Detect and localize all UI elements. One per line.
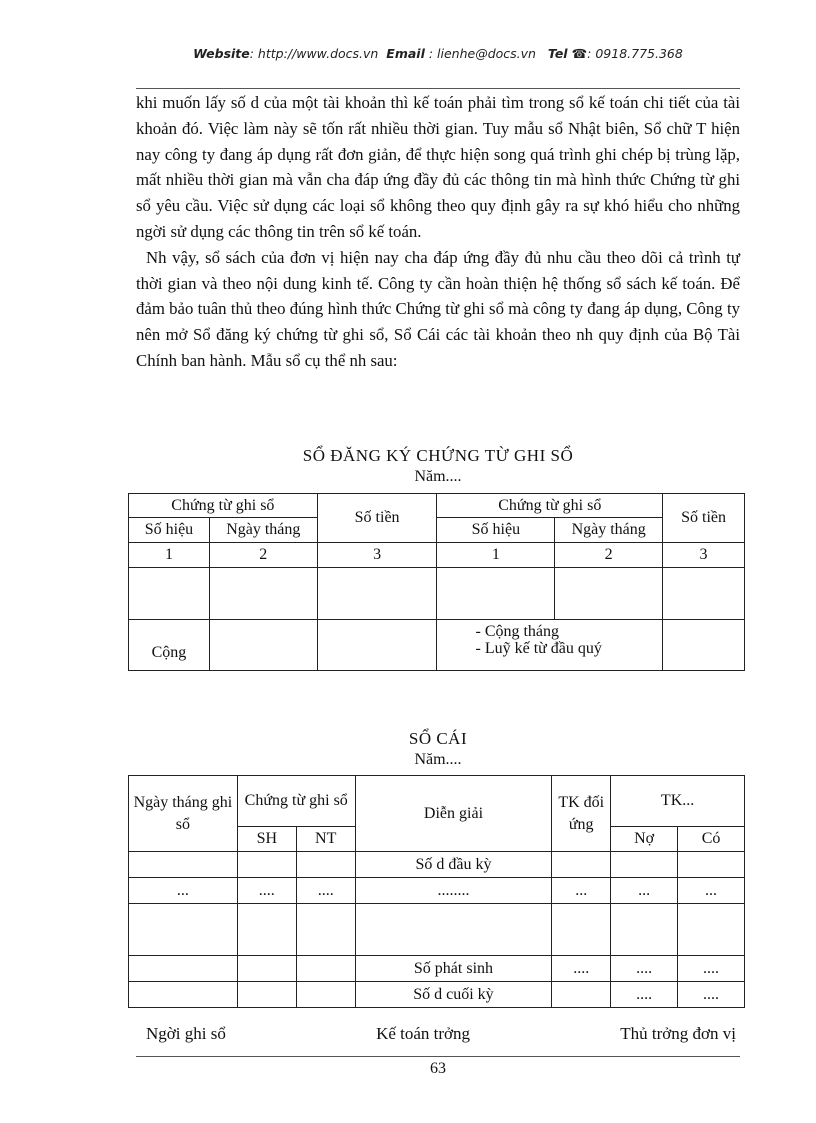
table-row	[129, 982, 745, 1008]
telephone-icon: ☎	[571, 46, 588, 61]
cell	[611, 904, 678, 956]
dots-cell: ...	[611, 878, 678, 904]
cell	[129, 956, 238, 982]
arising-amount: Số phát sinh	[355, 956, 552, 982]
month-cumulative-cell	[437, 620, 663, 671]
cell	[237, 852, 296, 878]
cell	[237, 982, 296, 1008]
table-row	[129, 620, 745, 671]
col-record-date: Ngày tháng ghi sổ	[129, 776, 238, 852]
cell	[663, 620, 745, 671]
col-number: Số hiệu	[129, 518, 210, 543]
cell	[129, 982, 238, 1008]
table-row	[129, 852, 745, 878]
page-header	[136, 46, 740, 61]
cell	[296, 956, 355, 982]
col-date-2: Ngày tháng	[555, 518, 663, 543]
cell	[209, 620, 317, 671]
register-table	[128, 493, 745, 671]
table-row	[129, 568, 745, 620]
idx-cell: 3	[317, 543, 437, 568]
ledger-table	[128, 775, 745, 1008]
dots-cell: ...	[552, 878, 611, 904]
table-row	[129, 956, 745, 982]
col-description: Diễn giải	[355, 776, 552, 852]
tel-value: : 0918.775.368	[587, 46, 683, 61]
dots-cell: ...	[129, 878, 238, 904]
cell	[129, 568, 210, 620]
col-tk: TK...	[611, 776, 745, 827]
signature-row	[146, 1024, 736, 1044]
body-text	[136, 90, 740, 374]
table-row	[129, 904, 745, 956]
footer-rule	[136, 1056, 740, 1057]
paragraph-2: Nh vậy, sổ sách của đơn vị hiện nay cha đáp ứng đầy đủ nhu cầu theo dõi cả trình tự thời gian và theo nội dung kinh tế. Công ty cần hoàn thiện hệ thống sổ sách kế toán. Để đảm bảo tuân thủ theo đúng hình thức Chứng từ ghi sổ mà công ty đang áp dụng, Công ty nên mở Sổ đăng ký chứng từ ghi sổ, Sổ Cái các tài khoản theo nh quy định của Bộ Tài Chính ban hành. Mẫu sổ cụ thể nh sau:	[136, 247, 740, 370]
cell	[237, 904, 296, 956]
register-title: SỔ ĐĂNG KÝ CHỨNG TỪ GHI SỔ	[302, 446, 574, 465]
month-total: - Cộng tháng	[475, 623, 560, 640]
idx-cell: 2	[209, 543, 317, 568]
cell	[555, 568, 663, 620]
col-number-2: Số hiệu	[437, 518, 555, 543]
email-label: Email	[386, 46, 425, 61]
table-row	[129, 494, 745, 518]
idx-cell: 1	[129, 543, 210, 568]
col-sh: SH	[237, 827, 296, 852]
paragraph-1: khi muốn lấy số d của một tài khoản thì kế toán phải tìm trong sổ kế toán chi tiết của tài khoản đó. Việc làm này sẽ tốn rất nhiều thời gian. Tuy mẫu sổ Nhật biên, Sổ chữ T hiện nay công ty đang áp dụng rất đơn giản, để thực hiện song quá trình ghi chép bị trùng lặp, mất nhiều thời gian mà vẫn cha đáp ứng đầy đủ các thông tin mà hình thức Chứng từ ghi sổ yêu cầu. Việc sử dụng các loại sổ không theo quy định gây ra sự khó hiểu cho những ngời sử dụng các thông tin trên sổ kế toán.	[136, 93, 740, 241]
cell	[552, 852, 611, 878]
table-row	[129, 776, 745, 827]
ledger-year: Năm....	[414, 751, 462, 768]
dots-cell: ....	[611, 982, 678, 1008]
dots-cell: ....	[611, 956, 678, 982]
cell	[437, 568, 555, 620]
ledger-title: SỔ CÁI	[408, 729, 468, 748]
head-signature: Thủ trởng đơn vị	[620, 1024, 736, 1043]
dots-cell: ....	[678, 956, 745, 982]
cell	[552, 904, 611, 956]
col-debit: Nợ	[611, 827, 678, 852]
cell	[317, 568, 437, 620]
dots-cell: ....	[678, 982, 745, 1008]
cell	[129, 852, 238, 878]
cell	[611, 852, 678, 878]
idx-cell: 1	[437, 543, 555, 568]
dots-cell: ....	[296, 878, 355, 904]
email-value: : lienhe@docs.vn	[428, 46, 536, 61]
cell	[678, 904, 745, 956]
dots-cell: ....	[552, 956, 611, 982]
idx-cell: 2	[555, 543, 663, 568]
dots-cell: ...	[678, 878, 745, 904]
tel-label: Tel	[547, 46, 568, 61]
cell	[663, 568, 745, 620]
cell	[552, 982, 611, 1008]
header-rule	[136, 88, 740, 89]
dots-cell: ........	[355, 878, 552, 904]
col-contra-bottom: ứng	[568, 815, 594, 833]
cell	[296, 982, 355, 1008]
cell	[678, 852, 745, 878]
cell	[209, 568, 317, 620]
idx-cell: 3	[663, 543, 745, 568]
cell	[317, 620, 437, 671]
register-year: Năm....	[414, 468, 462, 485]
website-value: : http://www.docs.vn	[249, 46, 379, 61]
col-contra-account	[552, 776, 611, 852]
cell	[296, 904, 355, 956]
cell	[237, 956, 296, 982]
opening-balance: Số d đầu kỳ	[355, 852, 552, 878]
col-voucher-group-2: Chứng từ ghi sổ	[437, 494, 663, 518]
dots-cell: ....	[237, 878, 296, 904]
col-amount-2: Số tiền	[663, 494, 745, 543]
table-row	[129, 878, 745, 904]
cell	[296, 852, 355, 878]
closing-balance: Số d cuối kỳ	[355, 982, 552, 1008]
col-credit: Có	[678, 827, 745, 852]
col-amount: Số tiền	[317, 494, 437, 543]
cell	[129, 904, 238, 956]
col-voucher: Chứng từ ghi sổ	[237, 776, 355, 827]
table-row	[129, 518, 745, 543]
col-date: Ngày tháng	[209, 518, 317, 543]
table-row	[129, 543, 745, 568]
page-number: 63	[430, 1060, 446, 1077]
col-contra-top: TK đối	[558, 793, 605, 811]
recorder-signature: Ngời ghi sổ	[146, 1024, 226, 1043]
col-nt: NT	[296, 827, 355, 852]
cell	[355, 904, 552, 956]
cumulative-total: - Luỹ kế từ đầu quý	[475, 640, 602, 657]
col-voucher-group: Chứng từ ghi sổ	[129, 494, 318, 518]
total-label: Cộng	[129, 620, 210, 671]
chief-accountant-signature: Kế toán trởng	[376, 1024, 471, 1043]
website-label: Website	[193, 46, 250, 61]
